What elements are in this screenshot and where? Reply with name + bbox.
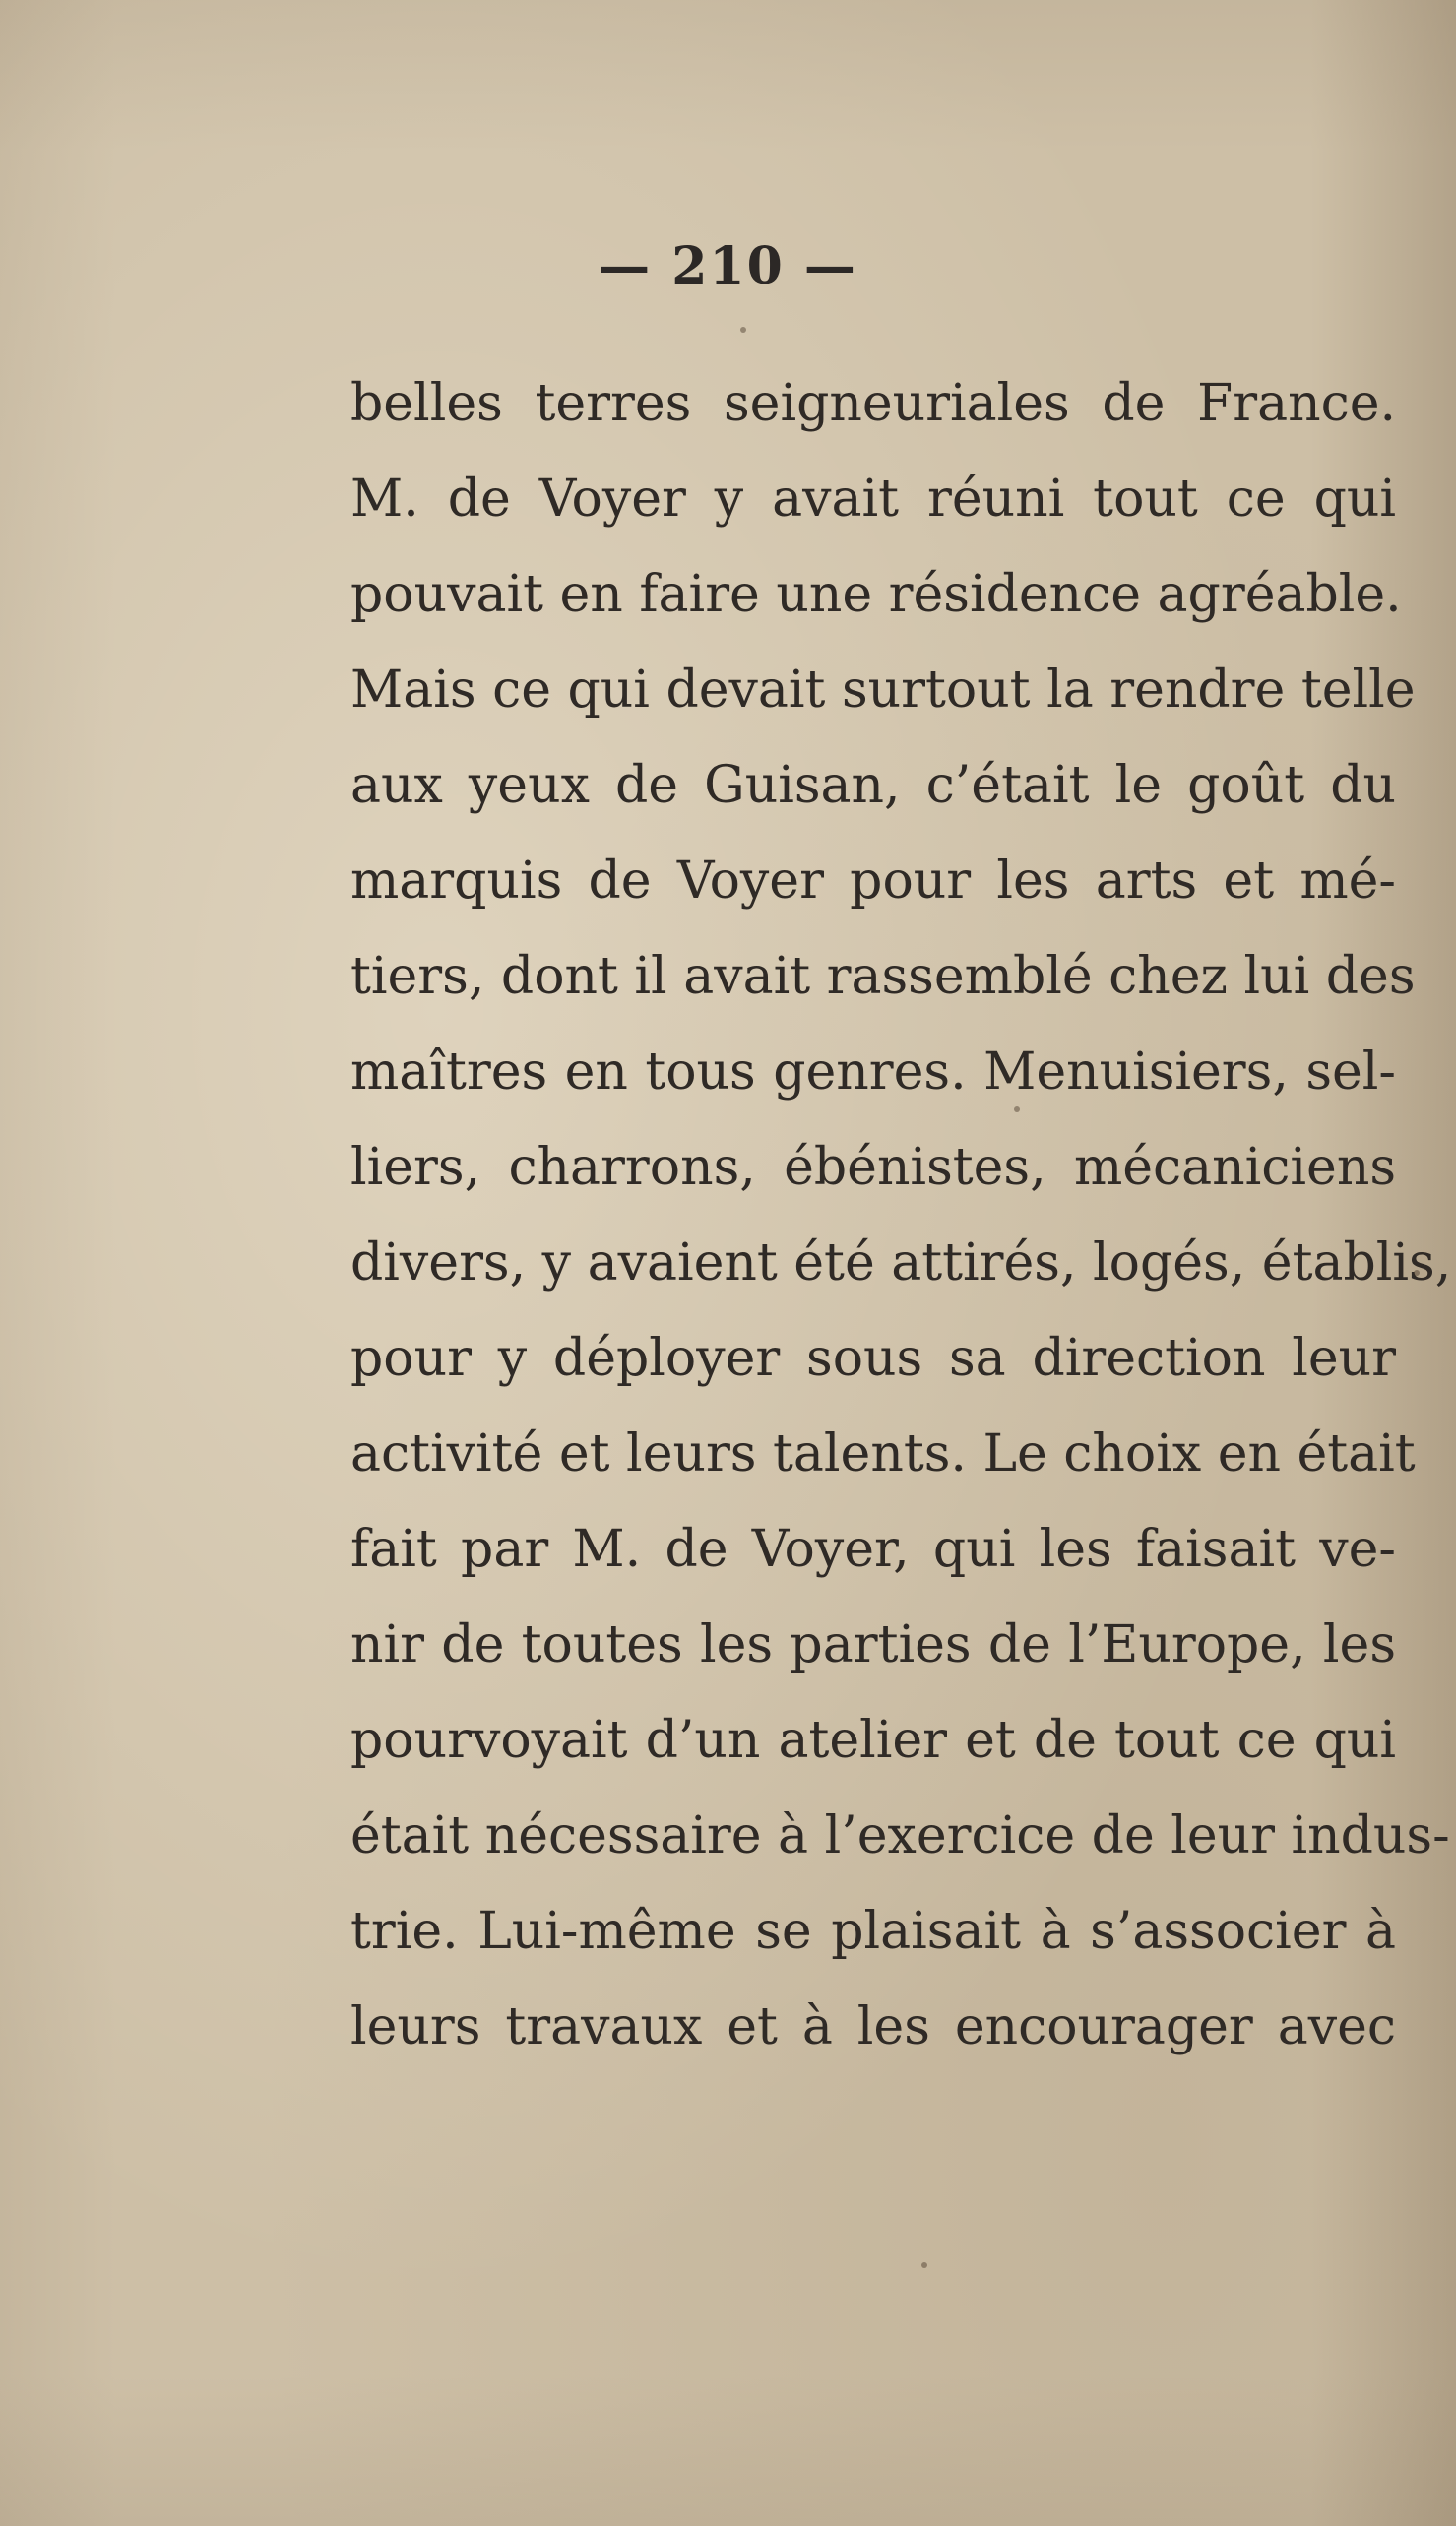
text-line: nir de toutes les parties de l’Europe, les bbox=[350, 1615, 1396, 1674]
text-line: Mais ce qui devait surtout la rendre telle bbox=[350, 661, 1416, 720]
text-line: aux yeux de Guisan, c’était le goût du bbox=[350, 756, 1396, 815]
paper-speck bbox=[740, 327, 746, 333]
text-line: fait par M. de Voyer, qui les faisait ve- bbox=[350, 1520, 1396, 1579]
text-line: liers, charrons, ébénistes, mécaniciens bbox=[350, 1138, 1396, 1197]
text-line: était nécessaire à l’exercice de leur indus- bbox=[350, 1806, 1450, 1865]
paper-speck bbox=[1014, 1106, 1020, 1112]
page-number: — 210 — bbox=[599, 236, 857, 296]
text-line: leurs travaux et à les encourager avec bbox=[350, 1997, 1396, 2056]
text-line: M. de Voyer y avait réuni tout ce qui bbox=[350, 470, 1396, 529]
text-line: maîtres en tous genres. Menuisiers, sel- bbox=[350, 1042, 1396, 1102]
text-line: tiers, dont il avait rassemblé chez lui des bbox=[350, 947, 1416, 1006]
text-line: pourvoyait d’un atelier et de tout ce qui bbox=[350, 1711, 1396, 1770]
text-line: marquis de Voyer pour les arts et mé- bbox=[350, 852, 1396, 911]
paper-speck bbox=[921, 2262, 927, 2268]
text-line: belles terres seigneuriales de France. bbox=[350, 374, 1396, 433]
paper-speck bbox=[1414, 1270, 1420, 1276]
page-text-body bbox=[350, 356, 1452, 2075]
text-line: activité et leurs talents. Le choix en était bbox=[350, 1424, 1416, 1484]
text-line: divers, y avaient été attirés, logés, établis, bbox=[350, 1233, 1452, 1293]
text-line: trie. Lui-même se plaisait à s’associer à bbox=[350, 1902, 1396, 1961]
text-line: pouvait en faire une résidence agréable. bbox=[350, 565, 1402, 624]
text-line: pour y déployer sous sa direction leur bbox=[350, 1329, 1396, 1388]
